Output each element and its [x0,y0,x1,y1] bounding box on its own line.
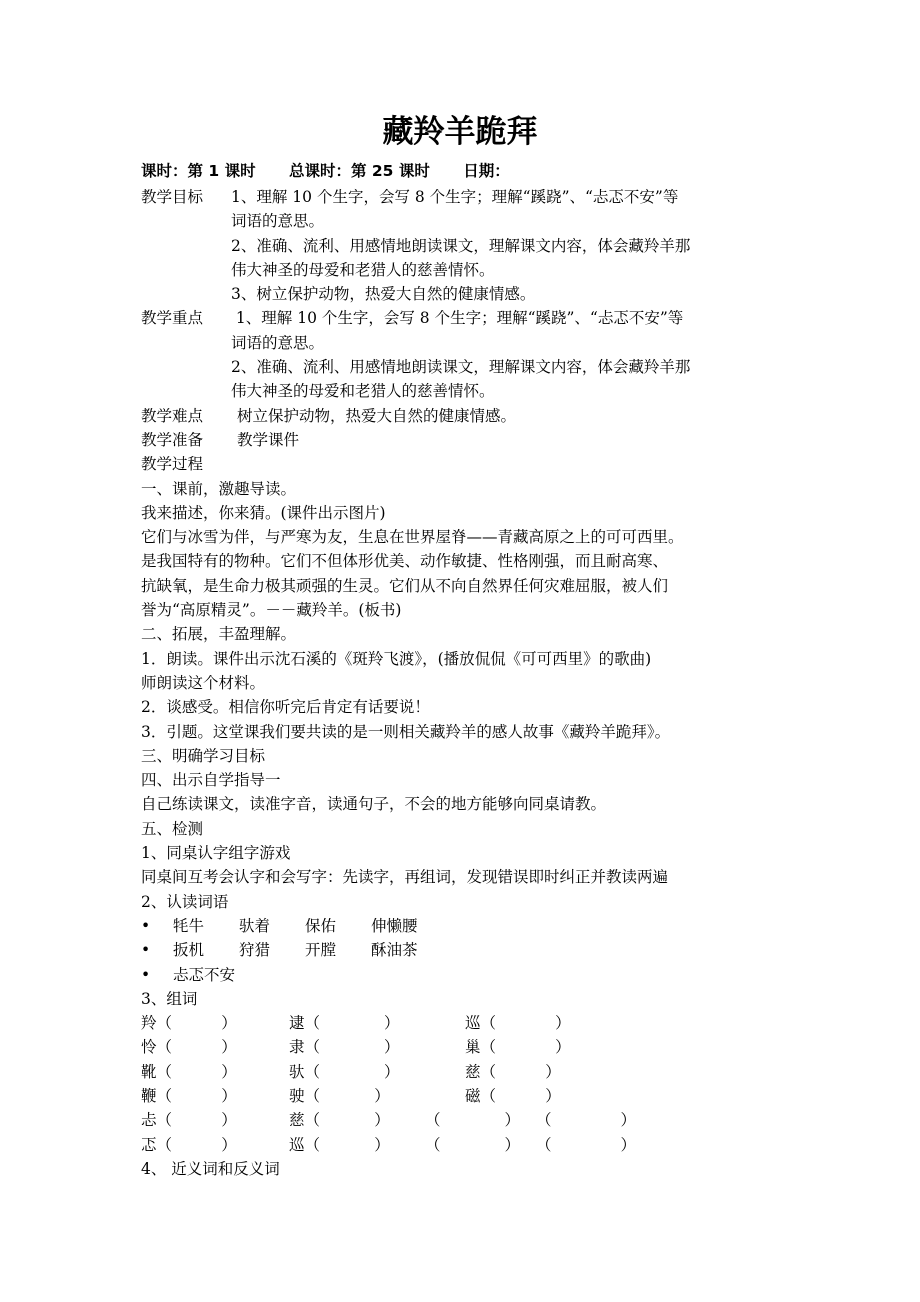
focus-line: 1、理解 10 个生字，会写 8 个生字；理解“蹊跷”、“忐忑不安”等 [231,309,684,328]
goals-line: 伟大神圣的母爱和老猎人的慈善情怀。 [231,260,495,279]
goals-line: 2、准确、流利、用感情地朗读课文，理解课文内容，体会藏羚羊那 [231,236,691,255]
zuci-cell: 磁（ ） [465,1086,561,1105]
focus-label: 教学重点 [141,309,204,328]
zuci-cell: 怜（ ） [141,1038,237,1057]
zuci-row [141,1060,781,1084]
body-line: 五、检测 [141,819,204,838]
goals-row [141,185,781,209]
zuci-cell: 驶（ ） [289,1086,390,1105]
bullet-icon: • [141,965,151,984]
zuci-cell: 逮（ ） [289,1014,400,1033]
word: 开膛 [305,941,337,960]
body-line: 同桌间互考会认字和会写字：先读字，再组词，发现错误即时纠正并教读两遍 [141,868,669,887]
body-line: 是我国特有的物种。它们不但体形优美、动作敏捷、性格刚强，而且耐高寒、 [141,552,669,571]
word-list-item [141,938,781,962]
body-line: 3．引题。这堂课我们要共读的是一则相关藏羚羊的感人故事《藏羚羊跪拜》。 [141,722,671,741]
prep-label: 教学准备 [141,430,204,449]
zuci-cell: 慈（ ） [289,1111,390,1130]
zuci-cell: 巢（ ） [465,1038,571,1057]
document-body [141,185,781,1181]
word: 酥油茶 [371,941,418,960]
section-heading: 4、 近义词和反义词 [141,1159,280,1178]
focus-row [141,306,781,330]
prep-text: 教学课件 [237,430,300,449]
lesson-date: 日期： [463,162,510,180]
word-list-item [141,963,781,987]
prep-row [141,428,781,452]
zuci-cell: 鞭（ ） [141,1086,237,1105]
zuci-cell: 巡（ ） [465,1014,571,1033]
body-line: 自己练读课文，读准字音，读通句子，不会的地方能够向同桌请教。 [141,795,607,814]
goals-line: 3、树立保护动物，热爱大自然的健康情感。 [231,285,536,304]
body-line: 二、拓展，丰盈理解。 [141,625,297,644]
zuci-cell: 靴（ ） [141,1062,237,1081]
focus-line: 词语的意思。 [231,333,325,352]
zuci-cell: 慈（ ） [465,1062,561,1081]
zuci-row [141,1035,781,1059]
goals-line: 词语的意思。 [231,212,325,231]
process-label: 教学过程 [141,455,204,474]
zuci-cell: 隶（ ） [289,1038,400,1057]
word: 伸懒腰 [371,916,418,935]
bullet-icon: • [141,941,151,960]
word: 保佑 [305,916,337,935]
word-list-item [141,914,781,938]
word: 扳机 [173,941,205,960]
word: 牦牛 [173,916,205,935]
difficulty-row [141,404,781,428]
zuci-cell: 巡（ ） [289,1135,390,1154]
zuci-row [141,1084,781,1108]
body-line: 2、认读词语 [141,892,229,911]
zuci-row [141,1108,781,1132]
page-title: 藏羚羊跪拜 [382,114,538,150]
zuci-cell: （ ） [536,1135,636,1154]
body-line: 三、明确学习目标 [141,746,266,765]
focus-line: 伟大神圣的母爱和老猎人的慈善情怀。 [231,382,495,401]
zuci-cell: 忑（ ） [141,1135,237,1154]
difficulty-label: 教学难点 [141,406,204,425]
body-line: 我来描述，你来猜。(课件出示图片) [141,503,386,522]
total-lessons: 总课时：第 25 课时 [288,162,430,180]
zuci-row [141,1133,781,1157]
goals-line: 1、理解 10 个生字，会写 8 个生字；理解“蹊跷”、“忐忑不安”等 [231,188,679,206]
body-line: 1、同桌认字组字游戏 [141,844,291,863]
zuci-cell: （ ） [425,1135,521,1154]
body-line: 2．谈感受。相信你听完后肯定有话要说！ [141,698,430,717]
zuci-cell: （ ） [536,1111,636,1130]
difficulty-text: 树立保护动物，热爱大自然的健康情感。 [237,406,517,425]
lesson-meta [141,160,538,182]
body-line: 1．朗读。课件出示沈石溪的《斑羚飞渡》，(播放侃侃《可可西里》的歌曲) [141,649,652,668]
zuci-cell: 羚（ ） [141,1014,237,1033]
body-line: 一、课前，激趣导读。 [141,479,297,498]
body-line: 四、出示自学指导一 [141,771,281,790]
zuci-label: 3、组词 [141,989,198,1008]
word: 狩猎 [239,941,271,960]
body-line: 师朗读这个材料。 [141,673,266,692]
body-line: 抗缺氧，是生命力极其顽强的生灵。它们从不向自然界任何灾难屈服，被人们 [141,576,669,595]
bullet-icon: • [141,916,151,935]
zuci-row [141,1011,781,1035]
zuci-cell: 忐（ ） [141,1111,237,1130]
zuci-cell: 驮（ ） [289,1062,400,1081]
word: 忐忑不安 [173,965,236,984]
word-list [141,914,781,987]
focus-line: 2、准确、流利、用感情地朗读课文，理解课文内容，体会藏羚羊那 [231,358,691,377]
word: 驮着 [239,916,271,935]
zuci-cell: （ ） [425,1111,521,1130]
lesson-number: 课时：第 1 课时 [141,162,256,180]
body-line: 它们与冰雪为伴，与严寒为友，生息在世界屋脊——青藏高原之上的可可西里。 [141,528,684,547]
body-line: 誉为“高原精灵”。－－藏羚羊。(板书) [141,601,402,620]
goals-label: 教学目标 [141,188,204,206]
